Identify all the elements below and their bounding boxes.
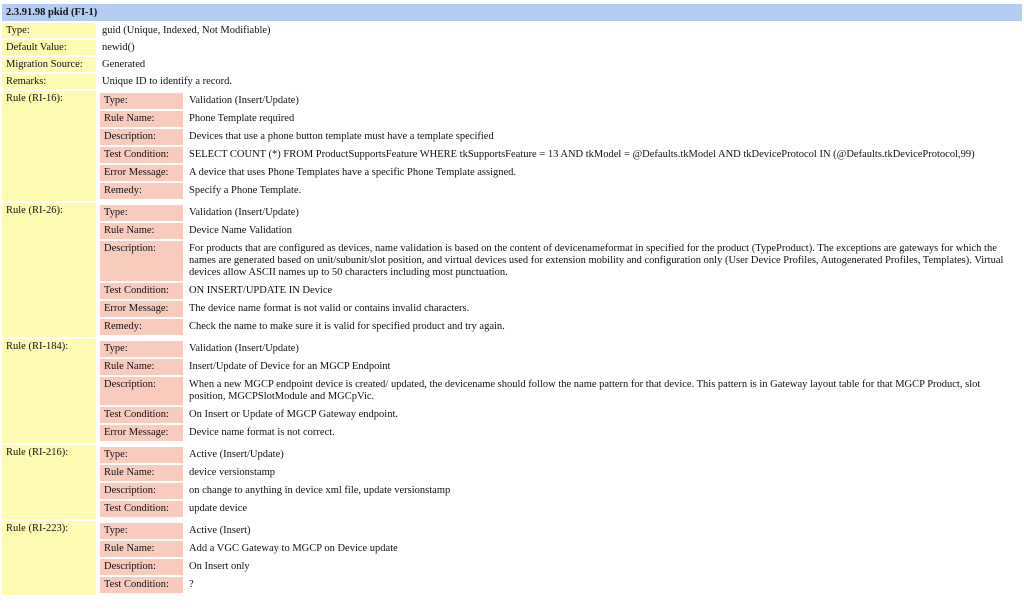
field-value: guid (Unique, Indexed, Not Modifiable) [98, 23, 1022, 38]
rule-detail-row [100, 523, 1018, 539]
rule-detail-value: Check the name to make sure it is valid for specified product and try again. [185, 319, 1018, 335]
rule-detail-row [100, 501, 1018, 517]
field-label: Remarks: [2, 74, 96, 89]
rule-detail-row [100, 447, 1018, 463]
rule-detail-value: on change to anything in device xml file, update versionstamp [185, 483, 1018, 499]
rule-detail-row [100, 559, 1018, 575]
rule-detail-row [100, 577, 1018, 593]
rule-details-table [98, 91, 1020, 201]
rule-detail-value: Device name format is not correct. [185, 425, 1018, 441]
rule-detail-row [100, 205, 1018, 221]
rule-detail-value: Phone Template required [185, 111, 1018, 127]
rule-detail-label: Test Condition: [100, 283, 183, 299]
rule-detail-value: Active (Insert/Update) [185, 447, 1018, 463]
rule-detail-value: Add a VGC Gateway to MGCP on Device update [185, 541, 1018, 557]
rule-detail-label: Rule Name: [100, 111, 183, 127]
rule-detail-value: For products that are configured as devices, name validation is based on the content of devicenameformat in specified for the product (TypeProduct). The exceptions are gateways for which the names are generated based on unit/subunit/slot position, and virtual devices used for extension mobility and configuration only (User Device Profiles, Autogenerated Profiles, Templates). Virtual devices allow ASCII names up to 50 characters including most punctuation. [185, 241, 1018, 281]
rule-label: Rule (RI-216): [2, 445, 96, 519]
rule-detail-row [100, 147, 1018, 163]
rule-detail-row [100, 223, 1018, 239]
rule-detail-label: Error Message: [100, 301, 183, 317]
rule-detail-label: Test Condition: [100, 577, 183, 593]
rule-details-cell [98, 521, 1022, 595]
rule-detail-row [100, 129, 1018, 145]
rule-detail-value: ON INSERT/UPDATE IN Device [185, 283, 1018, 299]
rule-detail-label: Description: [100, 377, 183, 405]
rule-detail-value: Validation (Insert/Update) [185, 341, 1018, 357]
rule-detail-label: Type: [100, 341, 183, 357]
rule-detail-value: Devices that use a phone button template must have a template specified [185, 129, 1018, 145]
field-definition-table [0, 2, 1024, 597]
rule-detail-row [100, 425, 1018, 441]
rule-detail-value: On Insert or Update of MGCP Gateway endpoint. [185, 407, 1018, 423]
rule-detail-value: Active (Insert) [185, 523, 1018, 539]
rule-detail-row [100, 93, 1018, 109]
rule-row [2, 445, 1022, 519]
field-definition-body [2, 4, 1022, 595]
field-row [2, 74, 1022, 89]
rule-details-cell [98, 91, 1022, 201]
rule-detail-row [100, 111, 1018, 127]
field-value: Unique ID to identify a record. [98, 74, 1022, 89]
rule-detail-label: Rule Name: [100, 359, 183, 375]
rule-detail-label: Rule Name: [100, 465, 183, 481]
rule-detail-label: Test Condition: [100, 147, 183, 163]
rule-detail-row [100, 319, 1018, 335]
rule-detail-row [100, 165, 1018, 181]
rule-detail-value: When a new MGCP endpoint device is created/ updated, the devicename should follow the name pattern for that device. This pattern is in Gateway layout table for that MGCP Product, slot position, MGCPSlotModule and MGCpVic. [185, 377, 1018, 405]
rule-detail-value: A device that uses Phone Templates have a specific Phone Template assigned. [185, 165, 1018, 181]
rule-details-table [98, 339, 1020, 443]
rule-detail-label: Test Condition: [100, 407, 183, 423]
rule-detail-value: Validation (Insert/Update) [185, 93, 1018, 109]
rule-detail-value: On Insert only [185, 559, 1018, 575]
rule-detail-value: The device name format is not valid or contains invalid characters. [185, 301, 1018, 317]
field-row [2, 40, 1022, 55]
rule-detail-row [100, 341, 1018, 357]
section-title: 2.3.91.98 pkid (FI-1) [2, 4, 1022, 21]
rule-row [2, 203, 1022, 337]
rule-detail-value: Insert/Update of Device for an MGCP Endpoint [185, 359, 1018, 375]
rule-detail-row [100, 359, 1018, 375]
rule-detail-label: Type: [100, 523, 183, 539]
rule-detail-value: Device Name Validation [185, 223, 1018, 239]
rule-detail-label: Type: [100, 205, 183, 221]
rule-detail-label: Description: [100, 559, 183, 575]
rule-detail-row [100, 465, 1018, 481]
rule-detail-value: SELECT COUNT (*) FROM ProductSupportsFeature WHERE tkSupportsFeature = 13 AND tkModel = @Defaults.tkModel AND tkDeviceProtocol IN (@Defaults.tkDeviceProtocol,99) [185, 147, 1018, 163]
rule-label: Rule (RI-223): [2, 521, 96, 595]
rule-detail-row [100, 183, 1018, 199]
field-row [2, 57, 1022, 72]
rule-detail-row [100, 241, 1018, 281]
rule-detail-label: Test Condition: [100, 501, 183, 517]
rule-detail-label: Type: [100, 93, 183, 109]
rule-detail-label: Description: [100, 483, 183, 499]
rule-detail-label: Rule Name: [100, 541, 183, 557]
rule-details-table [98, 521, 1020, 595]
rule-detail-value: Specify a Phone Template. [185, 183, 1018, 199]
rule-details-cell [98, 339, 1022, 443]
rule-details-table [98, 445, 1020, 519]
rule-details-cell [98, 445, 1022, 519]
rule-detail-row [100, 541, 1018, 557]
rule-detail-row [100, 483, 1018, 499]
rule-detail-value: device versionstamp [185, 465, 1018, 481]
section-header-row [2, 4, 1022, 21]
rule-details-table [98, 203, 1020, 337]
rule-detail-label: Type: [100, 447, 183, 463]
rule-row [2, 91, 1022, 201]
field-label: Default Value: [2, 40, 96, 55]
rule-detail-value: ? [185, 577, 1018, 593]
field-value: Generated [98, 57, 1022, 72]
rule-detail-row [100, 377, 1018, 405]
rule-detail-row [100, 283, 1018, 299]
field-label: Migration Source: [2, 57, 96, 72]
rule-detail-label: Rule Name: [100, 223, 183, 239]
rule-detail-label: Remedy: [100, 319, 183, 335]
rule-detail-row [100, 301, 1018, 317]
rule-row [2, 339, 1022, 443]
field-label: Type: [2, 23, 96, 38]
rule-label: Rule (RI-184): [2, 339, 96, 443]
rule-detail-label: Error Message: [100, 165, 183, 181]
rule-label: Rule (RI-16): [2, 91, 96, 201]
rule-detail-row [100, 407, 1018, 423]
rule-row [2, 521, 1022, 595]
rule-detail-label: Error Message: [100, 425, 183, 441]
rule-detail-label: Description: [100, 129, 183, 145]
rule-label: Rule (RI-26): [2, 203, 96, 337]
rule-details-cell [98, 203, 1022, 337]
field-value: newid() [98, 40, 1022, 55]
rule-detail-value: update device [185, 501, 1018, 517]
rule-detail-label: Remedy: [100, 183, 183, 199]
rule-detail-value: Validation (Insert/Update) [185, 205, 1018, 221]
rule-detail-label: Description: [100, 241, 183, 281]
field-row [2, 23, 1022, 38]
